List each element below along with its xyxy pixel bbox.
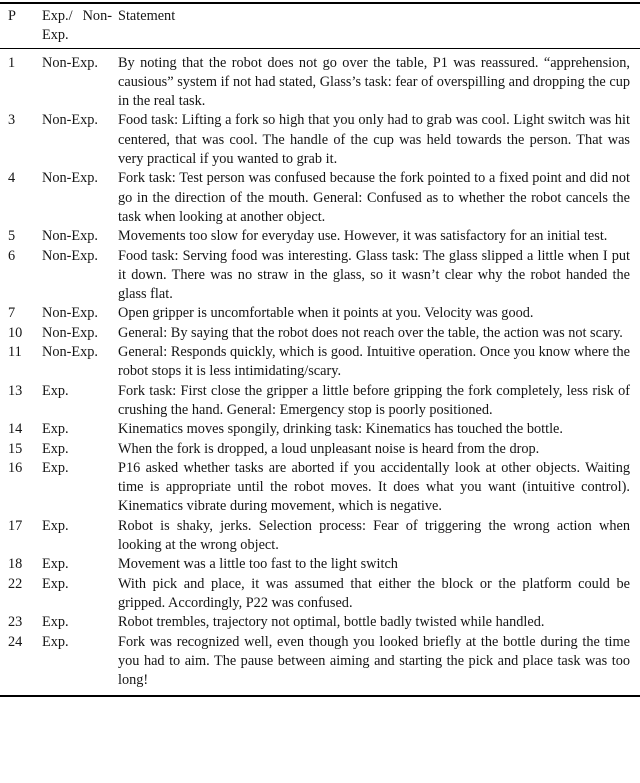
- statement-text: Open gripper is uncomfortable when it points at you. Velocity was good.: [118, 305, 534, 322]
- experience-group: Exp.: [42, 459, 69, 476]
- table-row: [0, 459, 640, 517]
- experience-group: Exp.: [42, 517, 69, 534]
- table-row: [0, 54, 640, 112]
- table-body: [0, 49, 640, 696]
- experience-group: Exp.: [42, 575, 69, 592]
- statement-text: By noting that the robot does not go over the table, P1 was reassured. “apprehension, causious” system if not had stated, Glass’s task: fear of overspilling and dropping the cup in the real task.: [118, 54, 630, 110]
- participant-id: 7: [8, 305, 16, 322]
- participant-statements-table: [0, 2, 640, 697]
- table-row: [0, 227, 640, 246]
- participant-id: 15: [8, 440, 23, 457]
- participant-id: 10: [8, 324, 23, 341]
- participant-id: 3: [8, 112, 16, 129]
- table-row: [0, 440, 640, 459]
- table-row: [0, 633, 640, 691]
- statement-text: Robot is shaky, jerks. Selection process: Fear of triggering the wrong action when looking at the wrong object.: [118, 517, 630, 554]
- statement-text: Fork task: First close the gripper a little before gripping the fork completely, less risk of crushing the hand. General: Emergency stop is poorly positioned.: [118, 382, 630, 418]
- participant-id: 14: [8, 421, 23, 438]
- column-header-statement: Statement: [118, 8, 176, 24]
- experience-group: Non-Exp.: [42, 54, 98, 71]
- table-row: [0, 169, 640, 227]
- experience-group: Exp.: [42, 382, 69, 399]
- experience-group: Exp.: [42, 614, 69, 631]
- experience-group: Non-Exp.: [42, 112, 98, 129]
- table-row: [0, 111, 640, 169]
- table-header-row: [0, 4, 640, 48]
- participant-id: 5: [8, 228, 16, 245]
- table-row: [0, 343, 640, 382]
- experience-group: Exp.: [42, 440, 69, 457]
- statement-text: General: Responds quickly, which is good. Intuitive operation. Once you know where the robot stops it is less intimidating/scary.: [118, 344, 630, 380]
- experience-group: Exp.: [42, 556, 69, 573]
- statement-text: Kinematics moves spongily, drinking task: Kinematics has touched the bottle.: [118, 421, 563, 438]
- participant-id: 23: [8, 614, 23, 631]
- statement-text: Robot trembles, trajectory not optimal, bottle badly twisted while handled.: [118, 614, 545, 631]
- experience-group: Exp.: [42, 421, 69, 438]
- table-row: [0, 304, 640, 323]
- participant-id: 1: [8, 54, 16, 71]
- participant-id: 16: [8, 459, 23, 476]
- experience-group: Non-Exp.: [42, 228, 98, 245]
- participant-id: 4: [8, 170, 16, 187]
- statement-text: Fork was recognized well, even though you looked briefly at the bottle during the time you had to aim. The pause between aiming and starting the pick and place task was too long!: [118, 633, 630, 689]
- statement-text: P16 asked whether tasks are aborted if you accidentally look at other objects. Waiting time is appropriate until the robot moves. It does what you want (intuitive control). Kinematics vibrate during movement, which is negative.: [118, 459, 630, 515]
- experience-group: Non-Exp.: [42, 305, 98, 322]
- experience-group: Non-Exp.: [42, 247, 98, 264]
- statement-text: Food task: Lifting a fork so high that you only had to grab was cool. Light switch was hit centered, that was cool. The handle of the cup was held towards the person. That was very practical if you wanted to grab it.: [118, 112, 630, 168]
- statement-text: General: By saying that the robot does not reach over the table, the action was not scary.: [118, 324, 623, 341]
- statement-text: Food task: Serving food was interesting. Glass task: The glass slipped a little when I put it down. There was no straw in the glass, so it wasn’t clear why the robot handed the glass flat.: [118, 247, 630, 303]
- experience-group: Non-Exp.: [42, 170, 98, 187]
- experience-group: Non-Exp.: [42, 344, 98, 361]
- table-row: [0, 247, 640, 305]
- table-row: [0, 613, 640, 632]
- table-row: [0, 517, 640, 556]
- table-row: [0, 382, 640, 421]
- participant-id: 24: [8, 633, 23, 650]
- column-header-p: P: [8, 8, 16, 24]
- participant-id: 18: [8, 556, 23, 573]
- table-header: [0, 4, 640, 49]
- statement-text: Movement was a little too fast to the light switch: [118, 556, 398, 573]
- table-row: [0, 555, 640, 574]
- participant-id: 17: [8, 517, 23, 534]
- participant-id: 11: [8, 344, 22, 361]
- statement-text: With pick and place, it was assumed that either the block or the platform could be gripped. Accordingly, P22 was confused.: [118, 575, 630, 611]
- experience-group: Non-Exp.: [42, 324, 98, 341]
- participant-id: 6: [8, 247, 16, 264]
- experience-group: Exp.: [42, 633, 69, 650]
- column-header-exp-group: Exp./ Non-Exp.: [42, 8, 112, 44]
- table-row: [0, 575, 640, 614]
- statement-text: Fork task: Test person was confused because the fork pointed to a fixed point and did not go in the direction of the mouth. General: Confused as to whether the robot cancels the task when looking at another object.: [118, 170, 630, 225]
- participant-id: 22: [8, 575, 23, 592]
- table-row: [0, 420, 640, 439]
- statement-text: Movements too slow for everyday use. However, it was satisfactory for an initial test.: [118, 228, 608, 245]
- statement-text: When the fork is dropped, a loud unpleasant noise is heard from the drop.: [118, 440, 540, 457]
- participant-id: 13: [8, 382, 23, 399]
- table-row: [0, 324, 640, 343]
